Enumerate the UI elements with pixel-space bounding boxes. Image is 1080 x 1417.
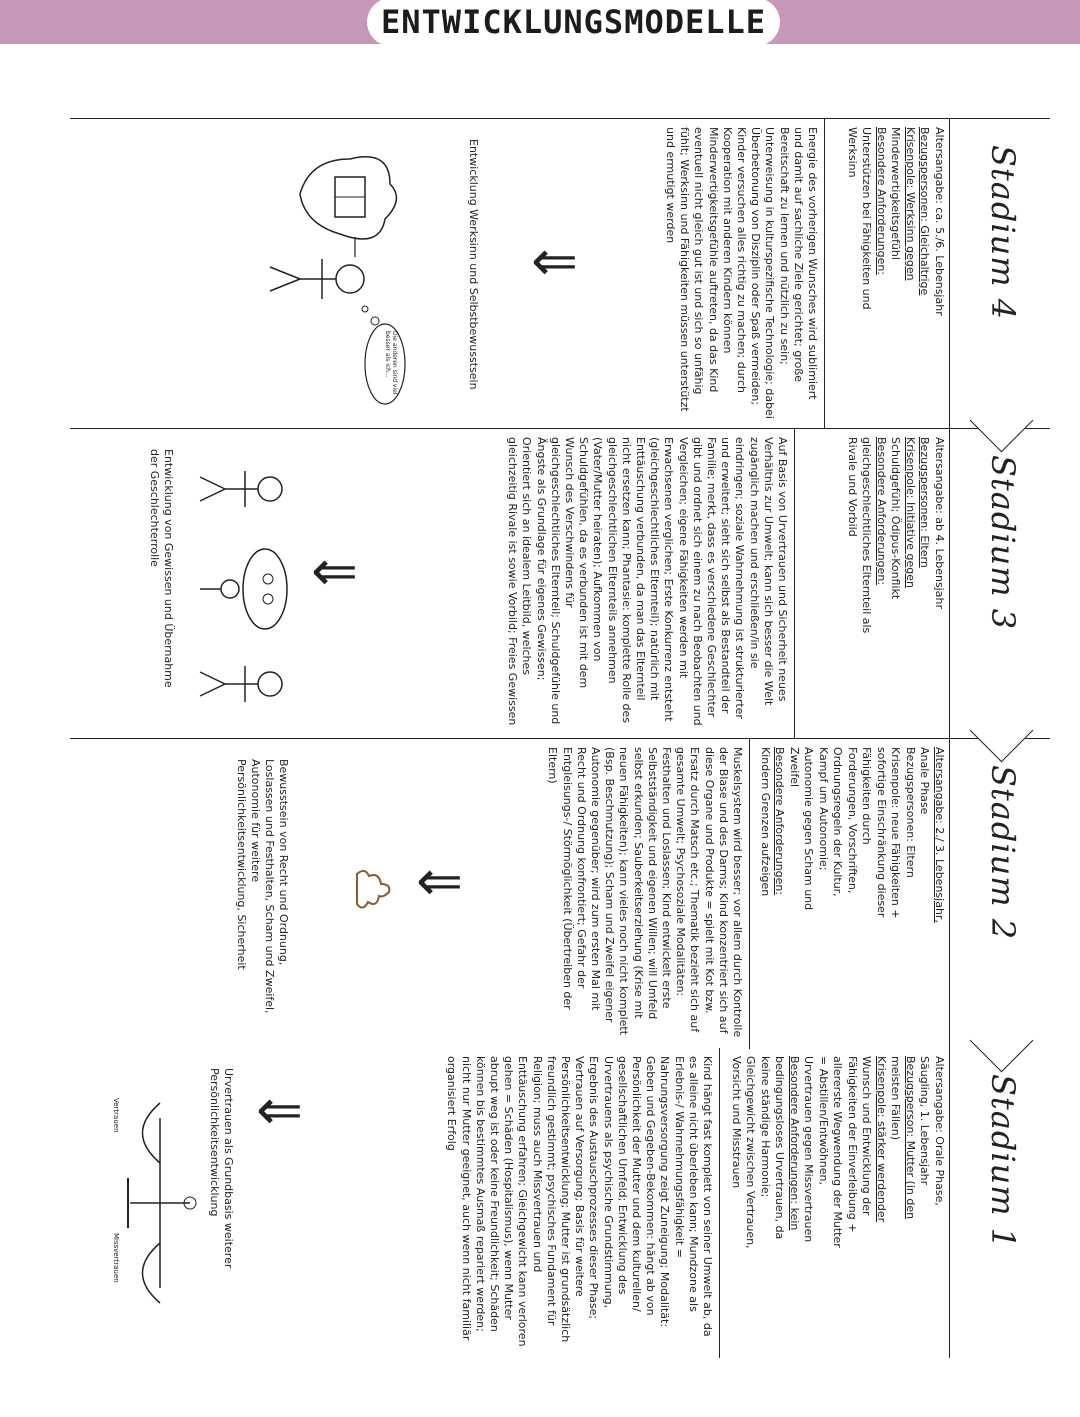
- scale-icon: [110, 1078, 200, 1328]
- info-line: Unterstützen bei Fähigkeiten und: [860, 127, 874, 310]
- info-line: Zweifel: [788, 747, 801, 788]
- info-line: Bezugspersonen: Eltern: [904, 747, 917, 878]
- stage-4-column: [70, 118, 1050, 429]
- info-line: Besondere Anforderungen:: [875, 127, 888, 276]
- info-line: Schuldgefühl; Ödipus-Konflikt: [889, 437, 903, 600]
- info-line: Besondere Anforderungen:: [773, 747, 787, 896]
- info-line: Krisenpole: stärker werdender: [875, 1056, 888, 1223]
- info-line: allererste Wegwendung der Mutter: [831, 1056, 845, 1248]
- info-line: Werksinn: [846, 127, 859, 178]
- stage-4-description: Energie des vorherigen Wunsches wird sublimiert und damit auf sachliche Ziele gerichtet; große Bereitschaft zu lernen und nützlich zu sein; Unterweisung in kulturspezifische Technologie; dabei Überbetonung von Disziplin oder Spaß vermeiden; Kinder versuchen alles richtig zu machen; durch Kooperation mit anderen Kindern können Minderwertigkeitsgefühle auftreten, da das Kind eventuell nicht gleich gut ist und sich so unfähig fühlt; Werksinn und Fähigkeiten müssen unterstützt und ermutigt werden: [663, 127, 819, 419]
- stage-3-description: Auf Basis von Urvertrauen und Sicherheit neues Verhältnis zur Umwelt; kann sich besser die Welt zugänglich machen und erschließen/in sie eindringen; soziale Wahrnehmung ist strukturierter und erweitert; sieht sich selbst als Bestandteil der Familie; merkt, dass es verschiedene Geschlechter gibt und ordnet sich einem zu nach Beobachten und Vergleichen; eigene Fähigkeiten werden mit Erwachsenen verglichen; Erste Konkurrenz entsteht (gleichgeschlechtliches Elternteil); natürlich mit Enttäuschung verbunden, da man das Elternteil nicht ersetzen kann; Phantasie: komplette Rolle des gleichgeschlechtlichen Elternteils annehmen (Vater/Mutter heiraten); Aufkommen von Schuldgefühlen, da es verbunden ist mit dem Wunsch des Verschwindens für gleichgeschlechtliches Elternteil; Schuldgefühle und Ängste als Grundlage für eigenes Gewissen; Orientiert sich an idealem Leitbild, welches gleichzeitig Rivale ist sowie Vorbild; Freies Gewissen: [506, 437, 789, 726]
- info-line: Krisenpole: neue Fähigkeiten +: [889, 747, 903, 919]
- stage-3-column: [70, 428, 1050, 739]
- info-line: Forderungen, Vorschriften,: [846, 747, 859, 894]
- stage-3-result: Entwicklung von Gewissen und Übernahme der Geschlechterrolle: [148, 449, 175, 688]
- info-line: Kampf um Autonomie;: [817, 747, 830, 871]
- info-line: Urvertrauen gegen Missvertrauen: [802, 1056, 816, 1243]
- info-line: Fähigkeiten der Einverleibung +: [846, 1056, 859, 1233]
- family-icon: [190, 459, 290, 719]
- info-line: Altersangabe: ab 4. Lebensjahr: [933, 437, 946, 609]
- stage-1-info: [729, 1056, 947, 1350]
- info-line: Krisenpole: Werksinn gegen: [904, 127, 917, 281]
- stages-table: [70, 118, 1050, 1358]
- info-line: keine ständige Harmonie;: [759, 1056, 772, 1198]
- double-arrow-icon: ⇓: [300, 549, 365, 596]
- info-line: Gleichgewicht zwischen Vertrauen,: [744, 1056, 758, 1249]
- thought-bubble-text: Die anderen sind viel besser als ich...: [384, 331, 398, 395]
- stage-2-title: Stadium 2: [984, 765, 1022, 941]
- info-line: Minderwertigkeitsgefühl: [889, 127, 903, 260]
- stage-1-result: Urvertrauen als Grundbasis weiterer Persönlichkeitsentwicklung: [208, 1068, 235, 1269]
- stage-3-header: [949, 429, 1050, 739]
- info-line: bedingungsloses Urvertrauen, da: [773, 1056, 787, 1240]
- info-line: Altersangabe: ca. 5./6. Lebensjahr: [933, 127, 946, 316]
- divider: [824, 119, 825, 429]
- stage-4-title: Stadium 4: [984, 145, 1022, 321]
- stage-1-title: Stadium 1: [984, 1074, 1022, 1250]
- info-line: Autonomie gegen Scham und: [802, 747, 816, 911]
- stage-3-title: Stadium 3: [984, 455, 1022, 631]
- info-line: Bezugspersonen: Eltern: [918, 437, 932, 568]
- info-line: Besondere Anforderungen: kein: [788, 1056, 801, 1231]
- double-arrow-icon: ⇓: [520, 239, 585, 286]
- stage-1-description: Kind hängt fast komplett von seiner Umwelt ab, da es alleine nicht überleben kann; Mundzone als Erlebnis-/ Wahrnehmungsfähigkeit = Nahrungsversorgung zeigt Zuneigung; Modalität: Geben und Gegeben-Bekommen: hängt ab von Persönlichkeit der Mutter und dem kulturellen/ gesellschaftlichen Umfeld; Entwicklung des Urvertrauens als psychische Grundstimmung, Ergebnis des Austauschprozesses dieser Phase; Vertrauen auf Versorgung; Basis für weitere Persönlichkeitsentwicklung; Mutter ist grundsätzlich freundlich gestimmt; psychisches Fundament für Religion; muss auch Missvertrauen und Enttäuschung erfahren; Gleichgewicht kann verloren gehen = Schäden (Hospitalismus), wenn Mutter abrupt weg ist oder keine Freundlichkeit; Schäden können bis bestimmtes Ausmaß repariert werden; nicht nur Mutter geeignet, auch wenn nicht familiär organisiert Erfolg: [445, 1056, 714, 1347]
- divider: [794, 429, 795, 739]
- info-line: Anale Phase: [918, 747, 932, 815]
- info-line: Rivale und Vorbild: [846, 437, 859, 537]
- info-line: meisten Fällen): [889, 1056, 903, 1141]
- stage-2-description: Muskelsystem wird besser; vor allem durch Kontrolle der Blase und des Darms; Kind konzentriert sich auf diese Organe und Produkte = spielt mit Kot bzw. Ersatz durch Matsch etc.; Thematik bezieht sich auf gesamte Umwelt; Psychosoziale Modalitäten: Festhalten und Loslassen; Kind entwickelt erste Selbstständigkeit und eigenen Willen; will Umfeld selbst erkunden; Sauberkeitserziehung (Krise mit neuen Fähigkeiten); kann vieles noch nicht komplett (Bsp. Beschmutzung); Scham und Zweifel eigener Autonomie gegenüber; wird zum ersten Mal mit Recht und Ordnung konfrontiert; Gefahr der Entgleisungs-/ Störmöglichkeit (Übertreiben der Eltern): [546, 747, 744, 1038]
- info-line: Altersangabe: Orale Phase,: [933, 1056, 946, 1206]
- divider: [749, 739, 750, 1049]
- info-line: Kindern Grenzen aufzeigen: [759, 747, 772, 897]
- info-line: Säugling, 1. Lebensjahr: [918, 1056, 932, 1186]
- info-line: Besondere Anforderungen:: [875, 437, 888, 586]
- info-line: = Abstillen/Entwöhnen,: [817, 1056, 830, 1186]
- stage-4-info: [845, 127, 947, 421]
- info-line: Vorsicht und Misstrauen: [730, 1056, 743, 1189]
- poop-icon: [350, 864, 395, 914]
- stage-2-column: [70, 738, 1050, 1049]
- stage-1-header: [949, 1048, 1050, 1358]
- info-line: Ordnungsregeln der Kultur,: [831, 747, 845, 897]
- stage-2-result: Bewusstsein von Recht und Ordnung, Loslassen und Festhalten, Scham und Zweifel, Autonomie für weitere Persönlichkeitsentwicklung, Sicherheit: [235, 759, 290, 1014]
- info-line: Krisenpole: Initiative gegen: [904, 437, 917, 588]
- info-line: Wunsch und Entwicklung der: [860, 1056, 874, 1216]
- scale-label-mistrust: Missvertrauen: [112, 1233, 120, 1283]
- double-arrow-icon: ⇓: [405, 859, 470, 906]
- stage-1-column: [70, 1048, 1050, 1358]
- page-title: ENTWICKLUNGSMODELLE: [367, 0, 780, 46]
- divider: [719, 1048, 720, 1358]
- info-line: sofortige Einschränkung dieser: [875, 747, 888, 918]
- double-arrow-icon: ⇓: [245, 1088, 310, 1135]
- stage-2-header: [949, 739, 1050, 1049]
- scale-label-trust: Vertrauen: [112, 1098, 120, 1133]
- stage-4-header: [949, 119, 1050, 429]
- info-line: Bezugsperson: Mutter (in den: [904, 1056, 917, 1220]
- info-line: Bezugspersonen: Gleichaltrige: [918, 127, 932, 296]
- info-line: Fähigkeiten durch: [860, 747, 874, 845]
- info-line: Altersangabe: 2./ 3. Lebensjahr,: [933, 747, 946, 923]
- stage-4-result: Entwicklung Werksinn und Selbstbewusstsein: [467, 139, 480, 390]
- stage-3-info: [845, 437, 947, 731]
- stage-2-info: [758, 747, 947, 1041]
- info-line: gleichgeschlechtliches Elternteil als: [860, 437, 874, 634]
